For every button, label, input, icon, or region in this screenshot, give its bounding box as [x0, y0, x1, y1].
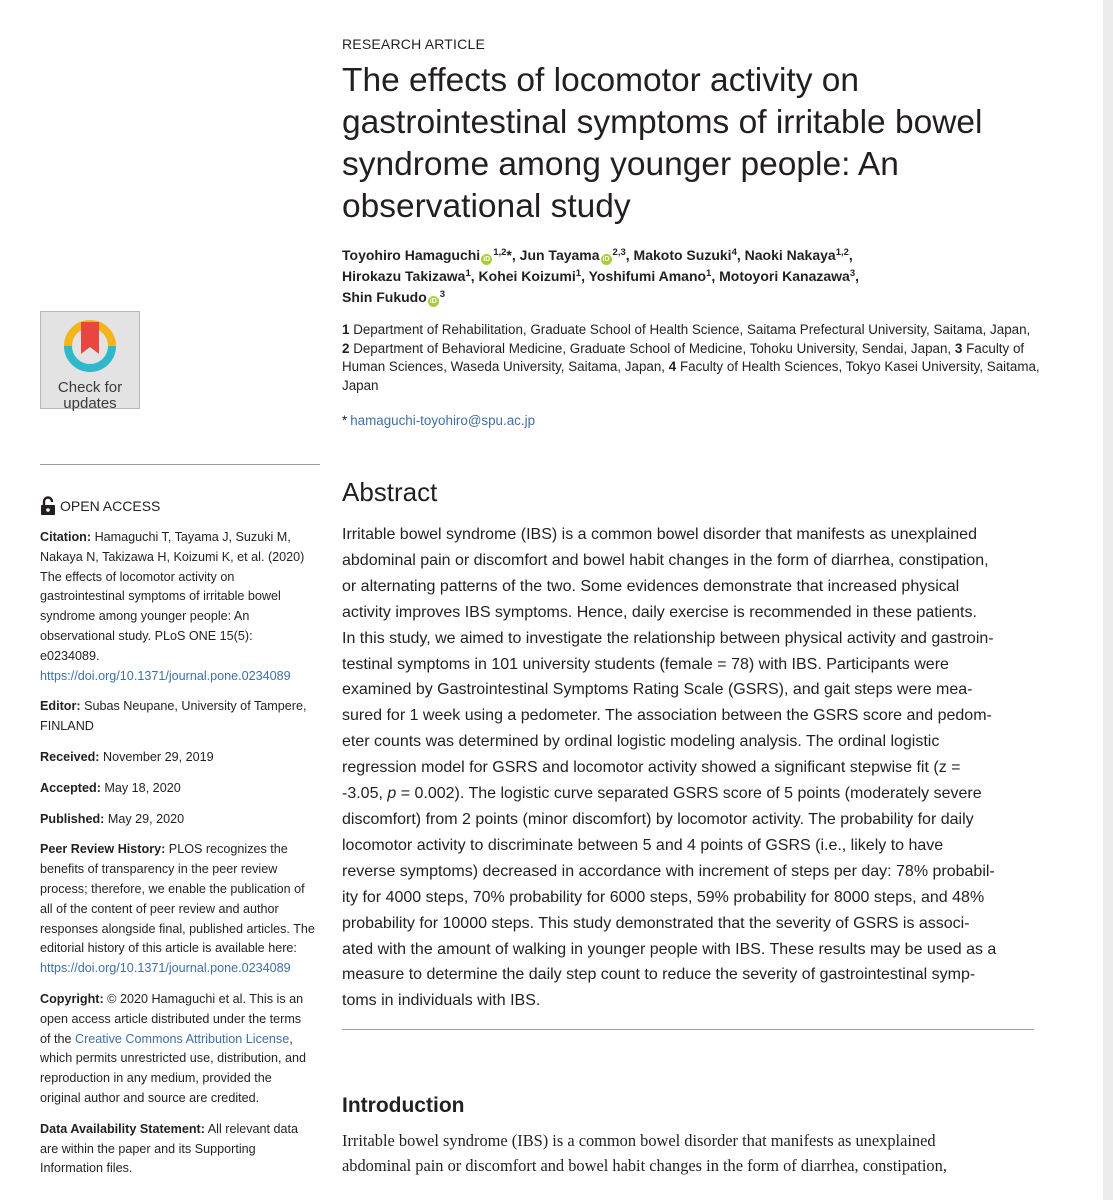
author-name[interactable]: Shin Fukudo	[342, 289, 427, 305]
author-affil-sup: 1	[706, 268, 712, 279]
editor-text: Subas Neupane, University of Tampere, FINLAND	[40, 699, 307, 734]
citation-doi-link[interactable]: https://doi.org/10.1371/journal.pone.0234089	[40, 668, 291, 683]
copyright-text: © 2020 Hamaguchi et al. This is an open access article distributed under the terms of the	[40, 991, 304, 1046]
author-list: Toyohiro Hamaguchi iD$^{1,2}$*, Jun Tayama iD$^{2,3}$, Makoto Suzuki$^4$, Naoki Nakaya$^{1,2}$, Hirokazu Takizawa$^1$, Kohei Koizumi$^1$, Yoshifumi Amano$^1$, Motoyori Kanazawa$^3$, Shin Fukudo $iD^3$	[342, 247, 860, 305]
abstract-divider	[342, 1029, 1034, 1030]
data-availability-text: All relevant data are within the paper and its Supporting Information files.	[40, 1121, 299, 1176]
author-affil-sup: 3	[439, 289, 446, 300]
citation-text: Hamaguchi T, Tayama J, Suzuki M, Nakaya N, Takizawa H, Koizumi K, et al. (2020) The effects of locomotor activity on gastrointestinal symptoms of irritable bowel syndrome among younger people: An observational study. PLoS ONE 15(5): e0234089.	[40, 530, 305, 663]
abstract-line: or alternating patterns of the two. Some evidences demonstrate that increased physical	[342, 577, 960, 595]
affil-num: 1	[342, 322, 350, 337]
abstract-line: toms in individuals with IBS.	[342, 992, 541, 1010]
introduction-body	[342, 1128, 1042, 1178]
affiliations	[342, 321, 1042, 395]
author-name[interactable]: Makoto Suzuki	[633, 247, 732, 263]
abstract-line: abdominal pain or discomfort and bowel habit changes in the form of diarrhea, constipation,	[342, 551, 989, 569]
introduction-line: abdominal pain or discomfort and bowel habit changes in the form of diarrhea, constipation,	[342, 1156, 947, 1175]
check-badge-line2: updates	[63, 395, 117, 412]
received-date: November 29, 2019	[103, 749, 214, 764]
abstract-line: probability for 10000 steps. This study demonstrated that the severity of GSRS is associ-	[342, 914, 970, 932]
left-divider	[40, 464, 320, 465]
author-affil-sup: 2,3	[612, 247, 626, 258]
peer-review-history	[40, 840, 315, 979]
editor-label: Editor:	[40, 699, 81, 714]
abstract-line: examined by Gastrointestinal Symptoms Rating Scale (GSRS), and gait steps were mea-	[342, 681, 973, 699]
license-link[interactable]: Creative Commons Attribution License	[75, 1031, 290, 1046]
copyright-label: Copyright:	[40, 991, 104, 1006]
abstract-line: In this study, we aimed to investigate the relationship between physical activity and gastroin-	[342, 629, 994, 647]
introduction-heading: Introduction	[342, 1094, 465, 1117]
peer-review-link[interactable]: https://doi.org/10.1371/journal.pone.0234089	[40, 961, 291, 976]
data-availability-label: Data Availability Statement:	[40, 1121, 205, 1136]
open-lock-icon	[40, 496, 56, 516]
accepted-date: May 18, 2020	[104, 780, 181, 795]
affil-num: 2	[342, 340, 350, 356]
author-name[interactable]: Toyohiro Hamaguchi	[342, 247, 481, 263]
author-name[interactable]: Naoki Nakaya	[744, 247, 836, 263]
citation	[40, 528, 315, 686]
published	[40, 810, 315, 830]
author-affil-sup: 1,2	[493, 247, 507, 258]
open-access	[40, 496, 160, 516]
corresponding-email	[342, 413, 535, 428]
orcid-icon[interactable]: iD	[483, 256, 491, 263]
abstract-line: eter counts was determined by ordinal logistic modeling analysis. The ordinal logistic	[342, 733, 940, 751]
author-name[interactable]: Jun Tayama	[519, 247, 600, 263]
abstract-line: sured for 1 week using a pedometer. The association between the GSRS score and pedom-	[342, 707, 992, 725]
copyright	[40, 990, 315, 1109]
introduction-line: Irritable bowel syndrome (IBS) is a common bowel disorder that manifests as unexplained	[342, 1131, 936, 1150]
abstract-line: discomfort) from 2 points (minor discomfort) by locomotor activity. The probability for daily	[342, 810, 974, 828]
orcid-icon[interactable]: iD	[602, 256, 610, 263]
published-label: Published:	[40, 811, 105, 826]
peer-review-label: Peer Review History:	[40, 842, 166, 857]
author-name[interactable]: Yoshifumi Amano	[588, 268, 707, 284]
orcid-icon[interactable]: iD	[429, 298, 437, 305]
affil-text: Faculty of Health Sciences, Tokyo Kasei University, Saitama, Japan	[342, 359, 1040, 393]
author-affil-sup: 1,2	[835, 247, 849, 258]
abstract-body	[342, 522, 1038, 1014]
author-affil-sup: 4	[731, 247, 737, 258]
author-name[interactable]: Motoyori Kanazawa	[719, 268, 850, 284]
abstract-line: activity improves IBS symptoms. Hence, daily exercise is recommended in these patients.	[342, 603, 977, 621]
received	[40, 748, 315, 768]
published-date: May 29, 2020	[107, 811, 185, 826]
accepted	[40, 779, 315, 799]
affil-num: 3	[954, 340, 963, 356]
abstract-line: testinal symptoms in 101 university students (female = 78) with IBS. Participants were	[342, 655, 949, 673]
abstract-line: locomotor activity to discriminate between 5 and 4 points of GSRS (i.e., likely to have	[342, 836, 944, 854]
affil-num: 4	[668, 359, 677, 374]
abstract-line: reverse symptoms) decreased in accordance with increment of steps per day: 78% probabil-	[342, 862, 995, 880]
accepted-label: Accepted:	[40, 780, 101, 795]
check-badge-line1: Check for	[57, 379, 123, 396]
peer-review-text: PLOS recognizes the benefits of transparency in the peer review process; therefore, we enable the publication of all of the content of peer review and author responses alongside final, published articles. The editorial history of this article is available here:	[40, 842, 315, 956]
open-access-label: OPEN ACCESS	[60, 498, 161, 514]
author-name[interactable]: Kohei Koizumi	[478, 268, 576, 284]
author-name[interactable]: Hirokazu Takizawa	[342, 268, 466, 284]
p-value-symbol: p	[387, 785, 397, 803]
editor	[40, 697, 315, 737]
received-label: Received:	[40, 749, 100, 764]
corresponding-marker: *	[506, 247, 512, 263]
data-availability	[40, 1120, 315, 1179]
abstract-line: Irritable bowel syndrome (IBS) is a common bowel disorder that manifests as unexplained	[342, 526, 977, 543]
author-affil-sup: 1	[465, 268, 471, 279]
article-title: The effects of locomotor activity on gastrointestinal symptoms of irritable bowel syndrome among younger people: An observational study	[342, 62, 983, 225]
affil-text: Department of Behavioral Medicine, Graduate School of Medicine, Tohoku University, Sendai, Japan,	[353, 340, 952, 356]
abstract-line: measure to determine the daily step count to reduce the severity of gastrointestinal symp-	[342, 966, 976, 984]
abstract-heading: Abstract	[342, 477, 438, 507]
email-link[interactable]: hamaguchi-toyohiro@spu.ac.jp	[350, 413, 536, 428]
affil-text: Faculty of Human Sciences, Waseda University, Saitama, Japan,	[342, 340, 1025, 374]
abstract-line: regression model for GSRS and locomotor activity showed a significant stepwise fit (z =	[342, 759, 961, 777]
abstract-line: ity for 4000 steps, 70% probability for 6000 steps, 59% probability for 8000 steps, and 48%	[342, 888, 985, 906]
email-marker: *	[342, 413, 348, 428]
author-affil-sup: 1	[575, 268, 582, 279]
article-metadata	[40, 528, 315, 1190]
citation-label: Citation:	[40, 530, 92, 544]
page-edge-shadow	[1103, 0, 1113, 1200]
abstract-line: ated with the amount of walking in younger people with IBS. These results may be used as a	[342, 940, 997, 958]
affil-text: Department of Rehabilitation, Graduate School of Health Science, Saitama Prefectural University, Saitama, Japan,	[353, 322, 1031, 337]
check-for-updates-badge[interactable]	[40, 311, 140, 412]
article-type: RESEARCH ARTICLE	[342, 36, 485, 52]
abstract-line: -3.05, p = 0.002). The logistic curve separated GSRS score of 5 points (moderately severe	[342, 785, 982, 803]
check-updates-icon	[62, 318, 118, 374]
copyright-text-after: , which permits unrestricted use, distribution, and reproduction in any medium, provided the original author and source are credited.	[40, 1031, 306, 1105]
author-affil-sup: 3	[849, 268, 856, 279]
